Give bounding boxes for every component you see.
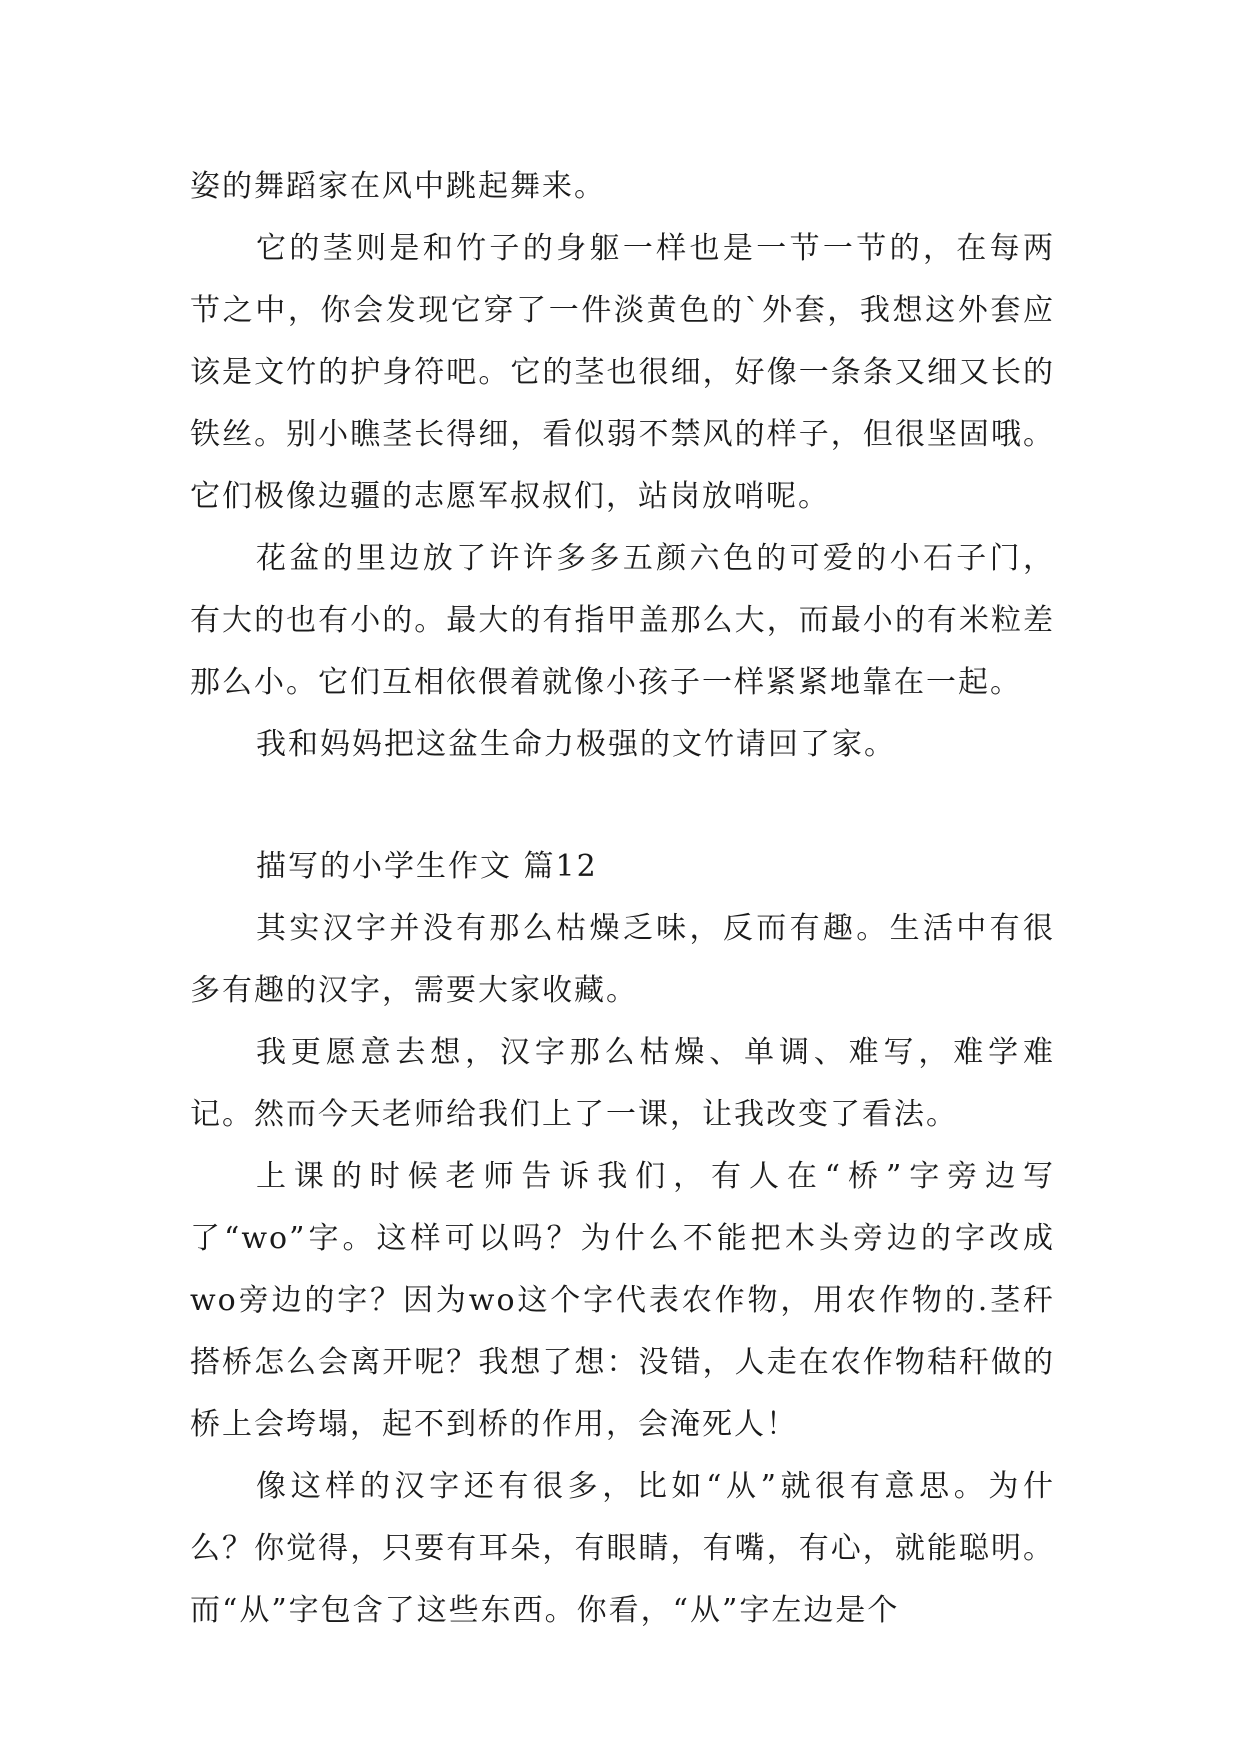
document-body (190, 156, 1055, 1642)
section-paragraph-1: 其实汉字并没有那么枯燥乏味，反而有趣。生活中有很多有趣的汉字，需要大家收藏。 (190, 911, 1055, 1008)
paragraph-3: 花盆的里边放了许许多多五颜六色的可爱的小石子门，有大的也有小的。最大的有指甲盖那么大，而最小的有米粒差那么小。它们互相依偎着就像小孩子一样紧紧地靠在一起。 (190, 541, 1055, 700)
paragraph-2: 它的茎则是和竹子的身躯一样也是一节一节的，在每两节之中，你会发现它穿了一件淡黄色的`外套，我想这外套应该是文竹的护身符吧。它的茎也很细，好像一条条又细又长的铁丝。别小瞧茎长得细，看似弱不禁风的样子，但很坚固哦。它们极像边疆的志愿军叔叔们，站岗放哨呢。 (190, 231, 1055, 514)
paragraph-1: 姿的舞蹈家在风中跳起舞来。 (190, 169, 606, 204)
section-paragraph-3: 上课的时候老师告诉我们，有人在“桥”字旁边写了“wo”字。这样可以吗？为什么不能把木头旁边的字改成wo旁边的字？因为wo这个字代表农作物，用农作物的.茎秆搭桥怎么会离开呢？我想了想：没错，人走在农作物秸秆做的桥上会垮塌，起不到桥的作用，会淹死人！ (190, 1159, 1055, 1442)
section-title: 描写的小学生作文 篇12 (256, 849, 598, 884)
paragraph-4: 我和妈妈把这盆生命力极强的文竹请回了家。 (256, 727, 896, 762)
section-paragraph-4: 像这样的汉字还有很多，比如“从”就很有意思。为什么？你觉得，只要有耳朵，有眼睛，有嘴，有心，就能聪明。而“从”字包含了这些东西。你看，“从”字左边是个 (190, 1469, 1055, 1628)
section-paragraph-2: 我更愿意去想，汉字那么枯燥、单调、难写，难学难记。然而今天老师给我们上了一课，让我改变了看法。 (190, 1035, 1055, 1132)
